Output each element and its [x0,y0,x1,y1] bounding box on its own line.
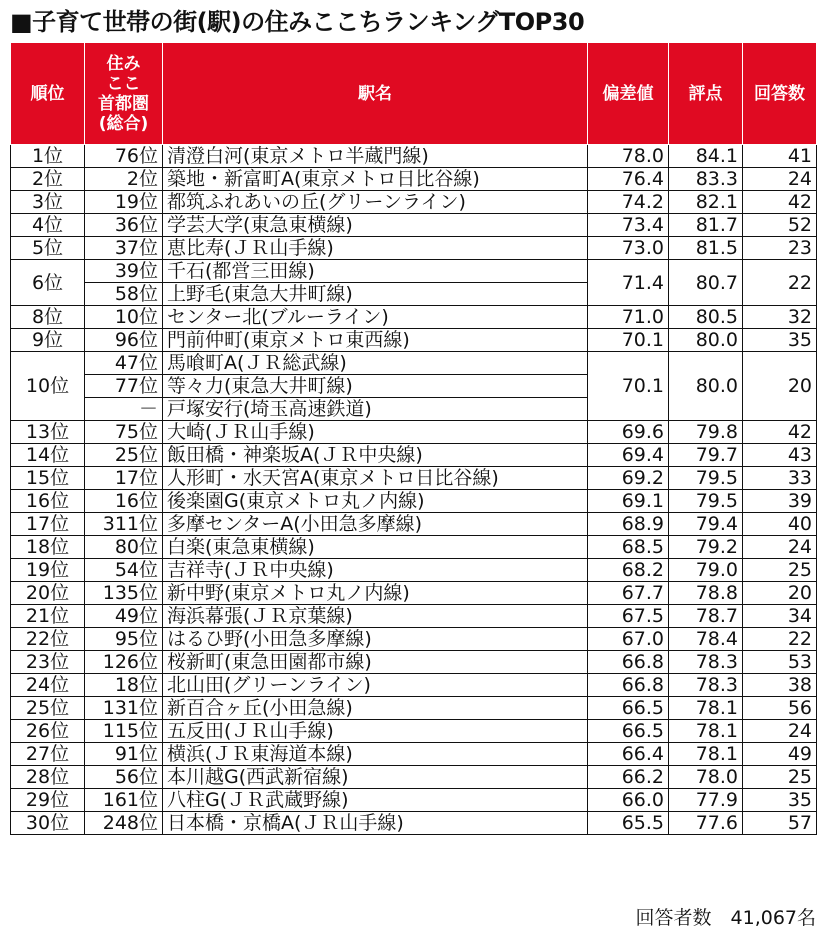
deviation-cell: 65.5 [588,812,669,835]
table-row [11,168,817,191]
rank-cell: 14位 [11,444,85,467]
responses-cell: 35 [743,789,817,812]
station-cell: 馬喰町A(ＪＲ総武線) [163,352,588,375]
station-cell: 横浜(ＪＲ東海道本線) [163,743,588,766]
deviation-cell: 73.4 [588,214,669,237]
station-cell: 恵比寿(ＪＲ山手線) [163,237,588,260]
responses-cell: 42 [743,191,817,214]
responses-cell: 41 [743,145,817,168]
area-rank-cell: 18位 [85,674,163,697]
header-deviation: 偏差値 [588,43,669,145]
deviation-cell: 69.2 [588,467,669,490]
responses-cell: 25 [743,766,817,789]
table-row [11,352,817,375]
score-cell: 78.1 [669,697,743,720]
rank-cell: 2位 [11,168,85,191]
area-rank-cell: 47位 [85,352,163,375]
deviation-cell: 68.2 [588,559,669,582]
station-cell: 北山田(グリーンライン) [163,674,588,697]
deviation-cell: 66.2 [588,766,669,789]
deviation-cell: 76.4 [588,168,669,191]
station-cell: 上野毛(東急大井町線) [163,283,588,306]
deviation-cell: 69.6 [588,421,669,444]
rank-cell: 3位 [11,191,85,214]
responses-cell: 52 [743,214,817,237]
deviation-cell: 71.0 [588,306,669,329]
station-cell: センター北(ブルーライン) [163,306,588,329]
score-cell: 81.5 [669,237,743,260]
deviation-cell: 67.5 [588,605,669,628]
table-row [11,720,817,743]
table-row [11,421,817,444]
station-cell: 学芸大学(東急東横線) [163,214,588,237]
responses-cell: 42 [743,421,817,444]
score-cell: 79.0 [669,559,743,582]
area-rank-cell: 75位 [85,421,163,444]
ranking-table [10,42,817,835]
score-cell: 78.4 [669,628,743,651]
rank-cell: 27位 [11,743,85,766]
rank-cell: 24位 [11,674,85,697]
score-cell: 78.1 [669,720,743,743]
deviation-cell: 78.0 [588,145,669,168]
total-respondents: 回答者数 41,067名 [635,907,816,929]
header-area-rank: 住み ここ 首都圏 (総合) [85,43,163,145]
area-rank-cell: 36位 [85,214,163,237]
area-rank-cell: 161位 [85,789,163,812]
responses-cell: 53 [743,651,817,674]
table-row [11,444,817,467]
rank-cell: 1位 [11,145,85,168]
area-rank-cell: 58位 [85,283,163,306]
responses-cell: 22 [743,260,817,306]
rank-cell: 20位 [11,582,85,605]
rank-cell: 6位 [11,260,85,306]
responses-cell: 43 [743,444,817,467]
deviation-cell: 67.0 [588,628,669,651]
table-row [11,467,817,490]
header-rank: 順位 [11,43,85,145]
rank-cell: 5位 [11,237,85,260]
score-cell: 81.7 [669,214,743,237]
deviation-cell: 70.1 [588,329,669,352]
deviation-cell: 66.4 [588,743,669,766]
station-cell: 人形町・水天宮A(東京メトロ日比谷線) [163,467,588,490]
station-cell: 都筑ふれあいの丘(グリーンライン) [163,191,588,214]
station-cell: 等々力(東急大井町線) [163,375,588,398]
station-cell: 飯田橋・神楽坂A(ＪＲ中央線) [163,444,588,467]
score-cell: 79.5 [669,490,743,513]
header-score: 評点 [669,43,743,145]
area-rank-cell: 80位 [85,536,163,559]
score-cell: 79.4 [669,513,743,536]
table-row [11,582,817,605]
table-row [11,605,817,628]
station-cell: 桜新町(東急田園都市線) [163,651,588,674]
deviation-cell: 71.4 [588,260,669,306]
table-row [11,628,817,651]
table-row [11,651,817,674]
responses-cell: 33 [743,467,817,490]
score-cell: 82.1 [669,191,743,214]
deviation-cell: 66.8 [588,674,669,697]
deviation-cell: 66.5 [588,720,669,743]
area-rank-cell: 135位 [85,582,163,605]
rank-cell: 29位 [11,789,85,812]
deviation-cell: 69.1 [588,490,669,513]
area-rank-cell: 19位 [85,191,163,214]
responses-cell: 56 [743,697,817,720]
area-rank-cell: 248位 [85,812,163,835]
header-row [11,43,817,145]
rank-cell: 25位 [11,697,85,720]
table-row [11,697,817,720]
area-rank-cell: 17位 [85,467,163,490]
responses-cell: 32 [743,306,817,329]
rank-cell: 9位 [11,329,85,352]
deviation-cell: 69.4 [588,444,669,467]
rank-cell: 16位 [11,490,85,513]
score-cell: 79.5 [669,467,743,490]
rank-cell: 18位 [11,536,85,559]
area-rank-cell: 115位 [85,720,163,743]
station-cell: 大崎(ＪＲ山手線) [163,421,588,444]
station-cell: 戸塚安行(埼玉高速鉄道) [163,398,588,421]
deviation-cell: 66.5 [588,697,669,720]
header-station: 駅名 [163,43,588,145]
area-rank-cell: 77位 [85,375,163,398]
responses-cell: 25 [743,559,817,582]
responses-cell: 39 [743,490,817,513]
rank-cell: 23位 [11,651,85,674]
table-row [11,674,817,697]
table-row [11,789,817,812]
area-rank-cell: 126位 [85,651,163,674]
station-cell: はるひ野(小田急多摩線) [163,628,588,651]
score-cell: 84.1 [669,145,743,168]
area-rank-cell: 96位 [85,329,163,352]
responses-cell: 49 [743,743,817,766]
responses-cell: 57 [743,812,817,835]
responses-cell: 24 [743,168,817,191]
score-cell: 78.3 [669,674,743,697]
rank-cell: 26位 [11,720,85,743]
responses-cell: 20 [743,582,817,605]
table-row [11,306,817,329]
rank-cell: 8位 [11,306,85,329]
deviation-cell: 74.2 [588,191,669,214]
rank-cell: 10位 [11,352,85,421]
score-cell: 79.2 [669,536,743,559]
area-rank-cell: 39位 [85,260,163,283]
table-row [11,743,817,766]
responses-cell: 22 [743,628,817,651]
station-cell: 吉祥寺(ＪＲ中央線) [163,559,588,582]
area-rank-cell: 131位 [85,697,163,720]
score-cell: 78.8 [669,582,743,605]
responses-cell: 23 [743,237,817,260]
station-cell: 門前仲町(東京メトロ東西線) [163,329,588,352]
score-cell: 77.9 [669,789,743,812]
table-row [11,191,817,214]
area-rank-cell: 16位 [85,490,163,513]
table-row [11,214,817,237]
deviation-cell: 67.7 [588,582,669,605]
station-cell: 新中野(東京メトロ丸ノ内線) [163,582,588,605]
station-cell: 千石(都営三田線) [163,260,588,283]
rank-cell: 4位 [11,214,85,237]
header-responses: 回答数 [743,43,817,145]
rank-cell: 21位 [11,605,85,628]
station-cell: 白楽(東急東横線) [163,536,588,559]
rank-cell: 19位 [11,559,85,582]
responses-cell: 20 [743,352,817,421]
responses-cell: 40 [743,513,817,536]
rank-cell: 30位 [11,812,85,835]
score-cell: 80.7 [669,260,743,306]
table-row [11,260,817,283]
score-cell: 78.1 [669,743,743,766]
deviation-cell: 66.8 [588,651,669,674]
area-rank-cell: 2位 [85,168,163,191]
table-row [11,536,817,559]
score-cell: 77.6 [669,812,743,835]
station-cell: 新百合ヶ丘(小田急線) [163,697,588,720]
station-cell: 後楽園G(東京メトロ丸ノ内線) [163,490,588,513]
rank-cell: 28位 [11,766,85,789]
table-row [11,513,817,536]
responses-cell: 35 [743,329,817,352]
area-rank-cell: 56位 [85,766,163,789]
rank-cell: 22位 [11,628,85,651]
responses-cell: 34 [743,605,817,628]
table-row [11,329,817,352]
station-cell: 日本橋・京橋A(ＪＲ山手線) [163,812,588,835]
table-row [11,490,817,513]
score-cell: 78.0 [669,766,743,789]
station-cell: 築地・新富町A(東京メトロ日比谷線) [163,168,588,191]
area-rank-cell: 54位 [85,559,163,582]
area-rank-cell: 76位 [85,145,163,168]
deviation-cell: 70.1 [588,352,669,421]
area-rank-cell: 95位 [85,628,163,651]
rank-cell: 13位 [11,421,85,444]
table-row [11,766,817,789]
area-rank-cell: 311位 [85,513,163,536]
score-cell: 78.3 [669,651,743,674]
area-rank-cell: 37位 [85,237,163,260]
area-rank-cell: 91位 [85,743,163,766]
area-rank-cell: 25位 [85,444,163,467]
station-cell: 五反田(ＪＲ山手線) [163,720,588,743]
score-cell: 80.0 [669,329,743,352]
score-cell: 79.7 [669,444,743,467]
responses-cell: 24 [743,536,817,559]
score-cell: 83.3 [669,168,743,191]
area-rank-cell: 10位 [85,306,163,329]
table-row [11,237,817,260]
score-cell: 80.5 [669,306,743,329]
table-row [11,559,817,582]
station-cell: 八柱G(ＪＲ武蔵野線) [163,789,588,812]
area-rank-cell: 49位 [85,605,163,628]
station-cell: 本川越G(西武新宿線) [163,766,588,789]
table-row [11,145,817,168]
deviation-cell: 68.5 [588,536,669,559]
station-cell: 清澄白河(東京メトロ半蔵門線) [163,145,588,168]
deviation-cell: 66.0 [588,789,669,812]
deviation-cell: 68.9 [588,513,669,536]
rank-cell: 15位 [11,467,85,490]
table-row [11,812,817,835]
station-cell: 海浜幕張(ＪＲ京葉線) [163,605,588,628]
area-rank-cell: － [85,398,163,421]
responses-cell: 38 [743,674,817,697]
deviation-cell: 73.0 [588,237,669,260]
responses-cell: 24 [743,720,817,743]
score-cell: 79.8 [669,421,743,444]
page-title: ■子育て世帯の街(駅)の住みここちランキングTOP30 [10,8,585,36]
score-cell: 80.0 [669,352,743,421]
score-cell: 78.7 [669,605,743,628]
rank-cell: 17位 [11,513,85,536]
station-cell: 多摩センターA(小田急多摩線) [163,513,588,536]
